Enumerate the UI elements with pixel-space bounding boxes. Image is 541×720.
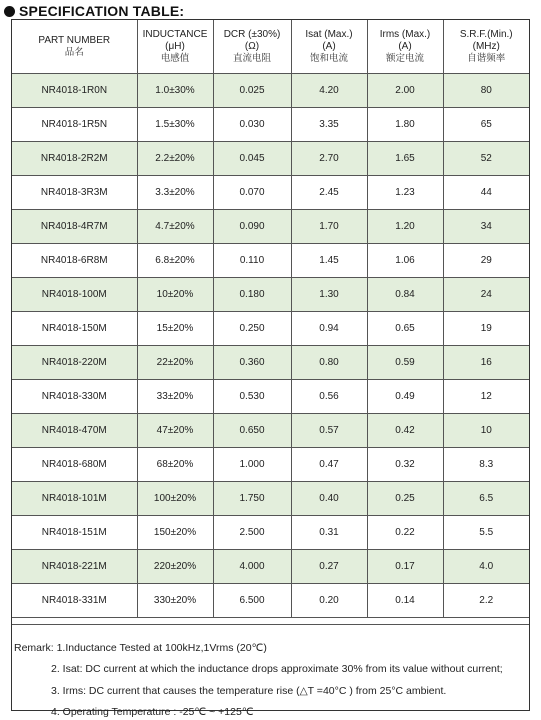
irms-cell: 2.00 xyxy=(367,74,443,108)
inductance-cell: 1.5±30% xyxy=(137,108,213,142)
srf-cell: 8.3 xyxy=(443,448,529,482)
dcr-cell: 0.025 xyxy=(213,74,291,108)
isat-cell: 3.35 xyxy=(291,108,367,142)
table-row xyxy=(12,482,529,516)
srf-cell: 29 xyxy=(443,244,529,278)
dcr-cell: 1.750 xyxy=(213,482,291,516)
header-row xyxy=(12,20,529,74)
header-inductance: INDUCTANCE (μH) 电感值 xyxy=(137,20,213,74)
part-number-cell: NR4018-151M xyxy=(12,516,137,550)
irms-cell: 0.42 xyxy=(367,414,443,448)
inductance-cell: 33±20% xyxy=(137,380,213,414)
inductance-cell: 2.2±20% xyxy=(137,142,213,176)
dcr-cell: 0.180 xyxy=(213,278,291,312)
dcr-cell: 2.500 xyxy=(213,516,291,550)
isat-cell: 1.30 xyxy=(291,278,367,312)
dcr-cell: 0.650 xyxy=(213,414,291,448)
isat-cell: 1.45 xyxy=(291,244,367,278)
isat-cell: 4.20 xyxy=(291,74,367,108)
header-irms: Irms (Max.) (A) 额定电流 xyxy=(367,20,443,74)
isat-cell: 0.57 xyxy=(291,414,367,448)
isat-cell: 0.80 xyxy=(291,346,367,380)
part-number-cell: NR4018-1R5N xyxy=(12,108,137,142)
srf-cell: 19 xyxy=(443,312,529,346)
irms-cell: 0.14 xyxy=(367,584,443,618)
srf-cell: 24 xyxy=(443,278,529,312)
header-part-number: PART NUMBER 品名 xyxy=(12,20,137,74)
srf-cell: 12 xyxy=(443,380,529,414)
irms-cell: 0.84 xyxy=(367,278,443,312)
srf-cell: 52 xyxy=(443,142,529,176)
table-row xyxy=(12,414,529,448)
part-number-cell: NR4018-3R3M xyxy=(12,176,137,210)
srf-cell: 80 xyxy=(443,74,529,108)
isat-cell: 0.20 xyxy=(291,584,367,618)
isat-cell: 0.27 xyxy=(291,550,367,584)
table-row xyxy=(12,312,529,346)
dcr-cell: 0.110 xyxy=(213,244,291,278)
irms-cell: 0.65 xyxy=(367,312,443,346)
isat-cell: 2.70 xyxy=(291,142,367,176)
srf-cell: 5.5 xyxy=(443,516,529,550)
inductance-cell: 3.3±20% xyxy=(137,176,213,210)
inductance-cell: 220±20% xyxy=(137,550,213,584)
irms-cell: 1.23 xyxy=(367,176,443,210)
inductance-cell: 100±20% xyxy=(137,482,213,516)
irms-cell: 0.17 xyxy=(367,550,443,584)
srf-cell: 6.5 xyxy=(443,482,529,516)
part-number-cell: NR4018-101M xyxy=(12,482,137,516)
isat-cell: 2.45 xyxy=(291,176,367,210)
dcr-cell: 0.530 xyxy=(213,380,291,414)
dcr-cell: 0.090 xyxy=(213,210,291,244)
header-isat: Isat (Max.) (A) 饱和电流 xyxy=(291,20,367,74)
table-row xyxy=(12,176,529,210)
srf-cell: 4.0 xyxy=(443,550,529,584)
irms-cell: 0.32 xyxy=(367,448,443,482)
part-number-cell: NR4018-221M xyxy=(12,550,137,584)
remark-3: 3. Irms: DC current that causes the temperature rise (△T =40°C ) from 25°C ambient. xyxy=(51,685,447,697)
remark-1: Remark: 1.Inductance Tested at 100kHz,1Vrms (20℃) xyxy=(14,642,267,654)
srf-cell: 44 xyxy=(443,176,529,210)
srf-cell: 2.2 xyxy=(443,584,529,618)
irms-cell: 0.22 xyxy=(367,516,443,550)
dcr-cell: 0.070 xyxy=(213,176,291,210)
table-row xyxy=(12,142,529,176)
dcr-cell: 1.000 xyxy=(213,448,291,482)
inductance-cell: 4.7±20% xyxy=(137,210,213,244)
isat-cell: 1.70 xyxy=(291,210,367,244)
header-srf: S.R.F.(Min.) (MHz) 自谐频率 xyxy=(443,20,529,74)
srf-cell: 10 xyxy=(443,414,529,448)
irms-cell: 1.20 xyxy=(367,210,443,244)
dcr-cell: 0.045 xyxy=(213,142,291,176)
table-row xyxy=(12,550,529,584)
isat-cell: 0.94 xyxy=(291,312,367,346)
inductance-cell: 22±20% xyxy=(137,346,213,380)
dcr-cell: 0.250 xyxy=(213,312,291,346)
irms-cell: 1.80 xyxy=(367,108,443,142)
inductance-cell: 1.0±30% xyxy=(137,74,213,108)
isat-cell: 0.47 xyxy=(291,448,367,482)
dcr-cell: 6.500 xyxy=(213,584,291,618)
part-number-cell: NR4018-2R2M xyxy=(12,142,137,176)
dcr-cell: 0.030 xyxy=(213,108,291,142)
isat-cell: 0.31 xyxy=(291,516,367,550)
table-row xyxy=(12,584,529,618)
table-row xyxy=(12,74,529,108)
inductance-cell: 10±20% xyxy=(137,278,213,312)
spec-frame xyxy=(11,19,530,718)
section-title xyxy=(4,2,184,20)
irms-cell: 0.59 xyxy=(367,346,443,380)
remark-4: 4. Operating Temperature : -25℃ ~ +125℃ xyxy=(51,706,254,718)
bullet-icon xyxy=(4,6,15,17)
table-row xyxy=(12,380,529,414)
irms-cell: 0.25 xyxy=(367,482,443,516)
part-number-cell: NR4018-4R7M xyxy=(12,210,137,244)
table-row xyxy=(12,346,529,380)
srf-cell: 16 xyxy=(443,346,529,380)
header-dcr: DCR (±30%) (Ω) 直流电阻 xyxy=(213,20,291,74)
table-row xyxy=(12,448,529,482)
inductance-cell: 330±20% xyxy=(137,584,213,618)
part-number-cell: NR4018-1R0N xyxy=(12,74,137,108)
table-row xyxy=(12,108,529,142)
inductance-cell: 6.8±20% xyxy=(137,244,213,278)
irms-cell: 1.06 xyxy=(367,244,443,278)
dcr-cell: 4.000 xyxy=(213,550,291,584)
table-row xyxy=(12,244,529,278)
part-number-cell: NR4018-220M xyxy=(12,346,137,380)
part-number-cell: NR4018-331M xyxy=(12,584,137,618)
irms-cell: 1.65 xyxy=(367,142,443,176)
irms-cell: 0.49 xyxy=(367,380,443,414)
part-number-cell: NR4018-150M xyxy=(12,312,137,346)
part-number-cell: NR4018-100M xyxy=(12,278,137,312)
table-row xyxy=(12,210,529,244)
remark-2: 2. Isat: DC current at which the inductance drops approximate 30% from its value without current; xyxy=(51,663,503,675)
table-row xyxy=(12,278,529,312)
title-text: SPECIFICATION TABLE: xyxy=(19,3,185,19)
spec-table xyxy=(12,20,529,618)
part-number-cell: NR4018-470M xyxy=(12,414,137,448)
inductance-cell: 47±20% xyxy=(137,414,213,448)
part-number-cell: NR4018-330M xyxy=(12,380,137,414)
table-body xyxy=(12,74,529,618)
part-number-cell: NR4018-680M xyxy=(12,448,137,482)
isat-cell: 0.56 xyxy=(291,380,367,414)
inductance-cell: 68±20% xyxy=(137,448,213,482)
part-number-cell: NR4018-6R8M xyxy=(12,244,137,278)
isat-cell: 0.40 xyxy=(291,482,367,516)
dcr-cell: 0.360 xyxy=(213,346,291,380)
inductance-cell: 15±20% xyxy=(137,312,213,346)
remarks-section xyxy=(12,624,529,718)
inductance-cell: 150±20% xyxy=(137,516,213,550)
srf-cell: 34 xyxy=(443,210,529,244)
srf-cell: 65 xyxy=(443,108,529,142)
table-row xyxy=(12,516,529,550)
